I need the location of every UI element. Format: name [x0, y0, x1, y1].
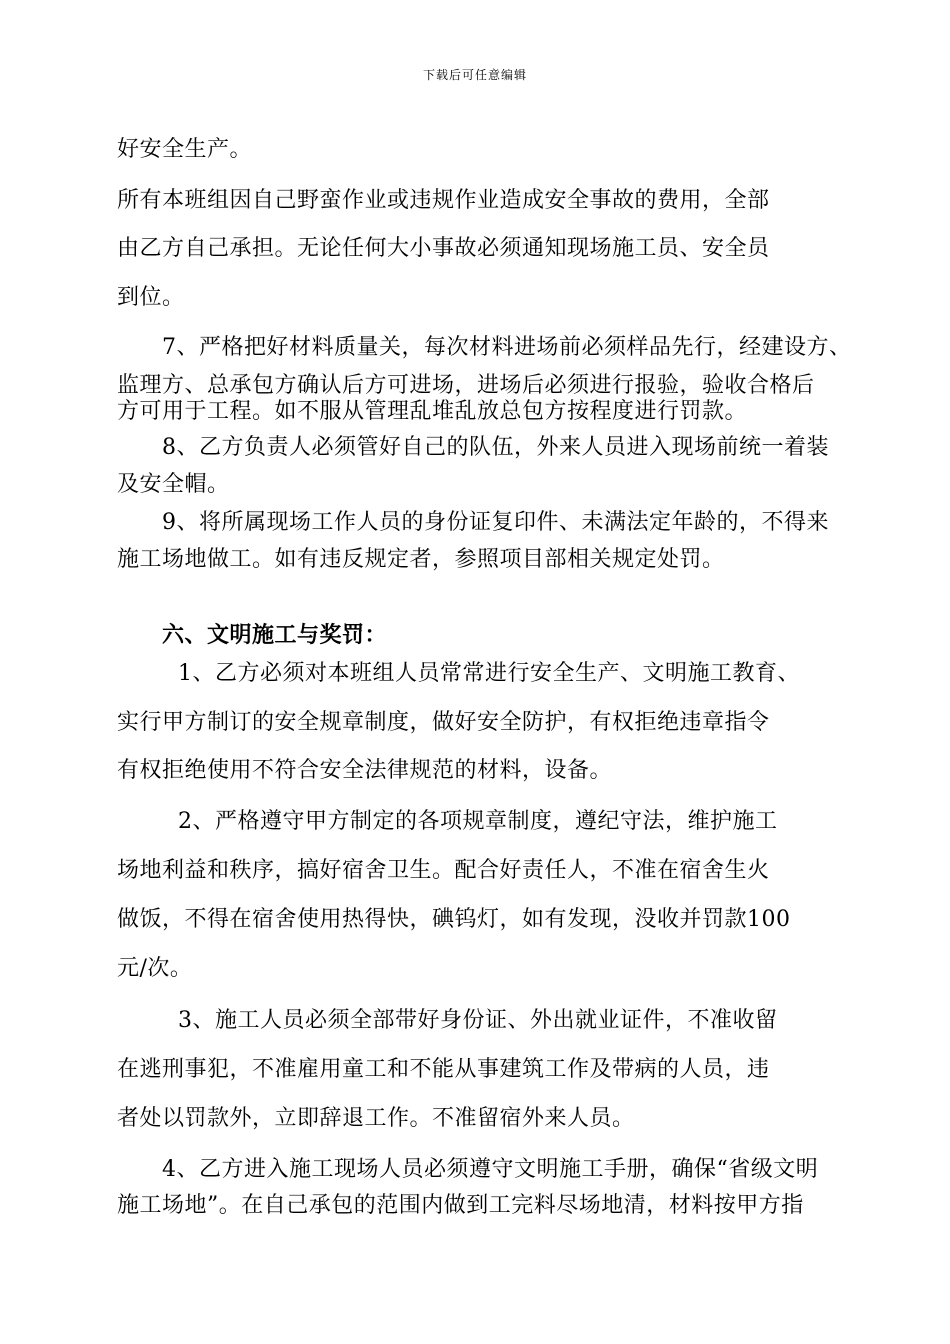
text-line: 由乙方自己承担。无论任何大小事故必须通知现场施工员、安全员	[117, 236, 770, 261]
text-line: 监理方、总承包方确认后方可进场，进场后必须进行报验，验收合格后	[117, 373, 815, 398]
text-line: 3、施工人员必须全部带好身份证、外出就业证件，不准收留	[178, 1008, 778, 1033]
text-line: 9、将所属现场工作人员的身份证复印件、未满法定年龄的，不得来	[162, 510, 829, 535]
text-line: 施工场地做工。如有违反规定者，参照项目部相关规定处罚。	[117, 547, 725, 572]
text-line: 2、严格遵守甲方制定的各项规章制度，遵纪守法，维护施工	[178, 809, 778, 834]
section-heading: 六、文明施工与奖罚：	[162, 622, 388, 648]
page-header: 下载后可任意编辑	[422, 68, 527, 82]
text-line: 有权拒绝使用不符合安全法律规范的材料，设备。	[117, 758, 613, 783]
text-line: 场地利益和秩序，搞好宿舍卫生。配合好责任人，不准在宿舍生火	[117, 858, 770, 883]
text-line: 实行甲方制订的安全规章制度，做好安全防护，有权拒绝违章指令	[117, 710, 770, 735]
text-line: 方可用于工程。如不服从管理乱堆乱放总包方按程度进行罚款。	[117, 399, 748, 424]
text-line: 1、乙方必须对本班组人员常常进行安全生产、文明施工教育、	[178, 661, 800, 686]
text-line: 到位。	[117, 285, 185, 310]
text-line: 者处以罚款外，立即辞退工作。不准留宿外来人员。	[117, 1106, 635, 1131]
text-line: 元/次。	[117, 956, 193, 981]
text-line: 所有本班组因自己野蛮作业或违规作业造成安全事故的费用，全部	[117, 188, 770, 213]
text-line: 4、乙方进入施工现场人员必须遵守文明施工手册，确保“省级文明	[162, 1157, 819, 1182]
text-line: 施工场地”。在自己承包的范围内做到工完料尽场地清，材料按甲方指	[117, 1193, 804, 1218]
text-line: 好安全生产。	[117, 137, 253, 162]
text-line: 8、乙方负责人必须管好自己的队伍，外来人员进入现场前统一着装	[162, 435, 829, 460]
text-line: 做饭，不得在宿舍使用热得快，碘钨灯，如有发现，没收并罚款100	[117, 907, 791, 932]
text-line: 及安全帽。	[117, 472, 230, 497]
text-line: 7、严格把好材料质量关，每次材料进场前必须样品先行，经建设方、	[162, 335, 852, 360]
text-line: 在逃刑事犯，不准雇用童工和不能从事建筑工作及带病的人员，违	[117, 1057, 770, 1082]
